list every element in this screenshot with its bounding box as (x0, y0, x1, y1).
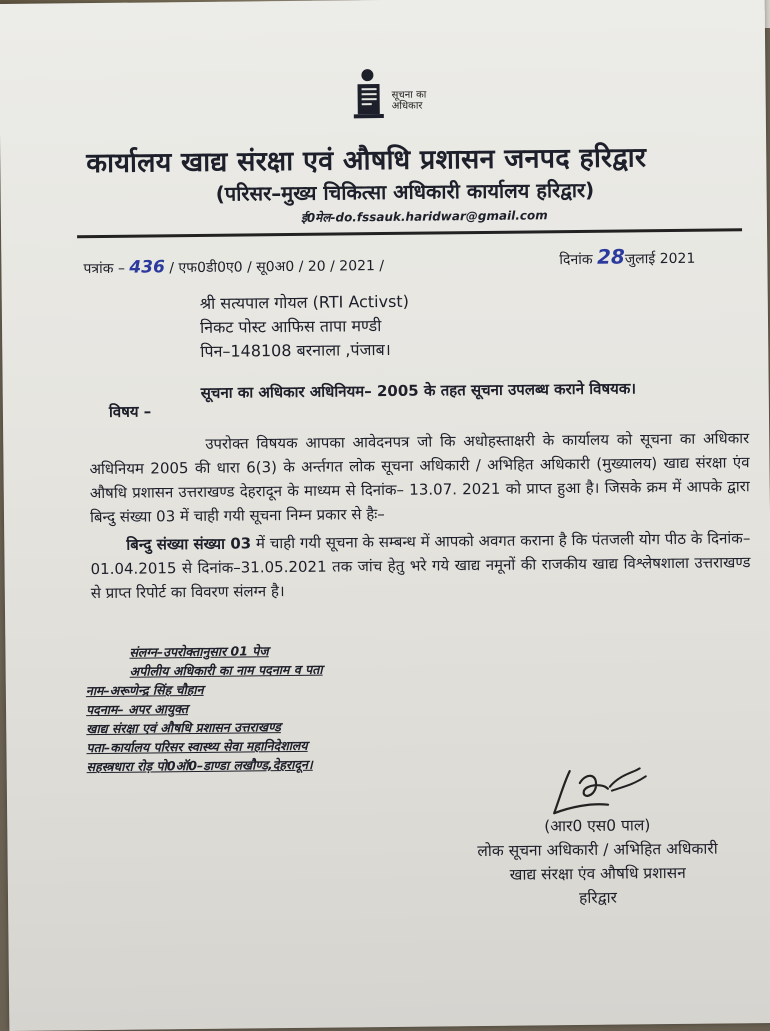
addressee-line-3: पिन–148108 बरनाला ,पंजाब। (200, 339, 391, 361)
office-subtitle: (परिसर–मुख्य चिकित्सा अधिकारी कार्यालय हरिद्वार) (215, 177, 595, 206)
addressee-block (200, 290, 410, 364)
enclosure-block (85, 641, 323, 776)
logo-caption (392, 90, 427, 112)
letter-date (559, 244, 695, 269)
body-paragraph-1: उपरोक्त विषयक आपका आवेदनपत्र जो कि अधोहस्ताक्षरी के कार्यालय को सूचना का अधिकार अधिनियम 2005 की धारा 6(3) के अर्न्तगत लोक सूचना अधिकारी / अभिहित अधिकारी (मुख्यालय) खाद्य संरक्षा एंव औषधि प्रशासन उत्तराखण्ड देहरादून के माध्यम से दिनांक– 13.07. 2021 को प्राप्त हुआ है। जिसके क्रम में आपके द्वारा बिन्दु संख्या 03 में चाही गयी सूचना निम्न प्रकार से हैः– (89, 429, 750, 527)
logo-line-1: सूचना का (391, 89, 427, 101)
enclosure-line-2: अपीलीय अधिकारी का नाम पदनाम व पता (129, 661, 323, 679)
enclosure-line-6: पता–कार्यालय परिसर स्वास्थ्य सेवा महानिदेशालय (86, 737, 308, 756)
reference-number (83, 255, 384, 278)
enclosure-line-3: नाम–अरूणेन्द्र सिंह चौहान (85, 681, 204, 699)
enclosure-line-4: पदनाम– अपर आयुक्त (85, 701, 189, 718)
addressee-line-2: निकट पोस्ट आफिस तापा मण्डी (199, 316, 382, 337)
body-paragraph-2-rest: में चाही गयी सूचना के सम्बन्ध में आपको अवगत कराना है कि पंतजली योग पीठ के दिनांक–01.04.2015 से दिनांक–31.05.2021 तक जांच हेतु भरे गये खाद्य नमूनों की राजकीय खाद्य विश्लेषशाला उत्तराखण्ड से प्राप्त रिपोर्ट का विवरण संलग्न है। (90, 529, 751, 603)
header-divider (77, 228, 742, 238)
signatory-designation-2: खाद्य संरक्षा एंव औषधि प्रशासन (509, 863, 686, 884)
logo-line-2: अधिकार (391, 100, 423, 112)
subject-text: सूचना का अधिकार अधिनियम– 2005 के तहत सूचना उपलब्ध कराने विषयक। (200, 379, 637, 402)
subject-label: विषय – (108, 402, 152, 421)
signatory-designation-3: हरिद्वार (579, 888, 618, 908)
office-title: कार्यालय खाद्य संरक्षा एवं औषधि प्रशासन जनपद हरिद्वार (86, 142, 647, 180)
body-paragraph-2-bold: बिन्दु संख्या संख्या 03 (126, 534, 252, 554)
reference-label: पत्रांक – (83, 260, 126, 278)
date-label: दिनांक (559, 251, 593, 269)
handwritten-signature (550, 762, 651, 819)
reference-rest: / एफ0डी0ए0 / सू0अ0 / 20 / 2021 / (169, 258, 385, 277)
letter-body (89, 426, 751, 605)
enclosure-line-5: खाद्य संरक्षा एवं औषधि प्रशासन उत्तराखण्ड (86, 719, 281, 737)
enclosure-line-1: संलग्न–उपरोक्तानुसार 01 पेज (129, 643, 269, 660)
office-email: ई0मेल-do.fssauk.haridwar@gmail.com (300, 208, 548, 225)
body-paragraph-2 (90, 526, 751, 605)
rti-logo-icon (349, 68, 390, 122)
signatory-name: (आर0 एस0 पाल) (544, 816, 651, 836)
reference-handwritten-number: 436 (129, 257, 165, 278)
signature-block (447, 812, 748, 911)
enclosure-line-7: सहस्त्रधारा रोड़ पो0ऑ0–डाण्डा लखौण्ड,देहरादून। (86, 756, 313, 775)
date-rest: जुलाई 2021 (624, 250, 696, 268)
date-handwritten-day: 28 (596, 244, 625, 269)
addressee-line-1: श्री सत्यपाल गोयल (RTI Activst) (199, 291, 409, 313)
signatory-designation-1: लोक सूचना अधिकारी / अभिहित अधिकारी (477, 839, 718, 861)
